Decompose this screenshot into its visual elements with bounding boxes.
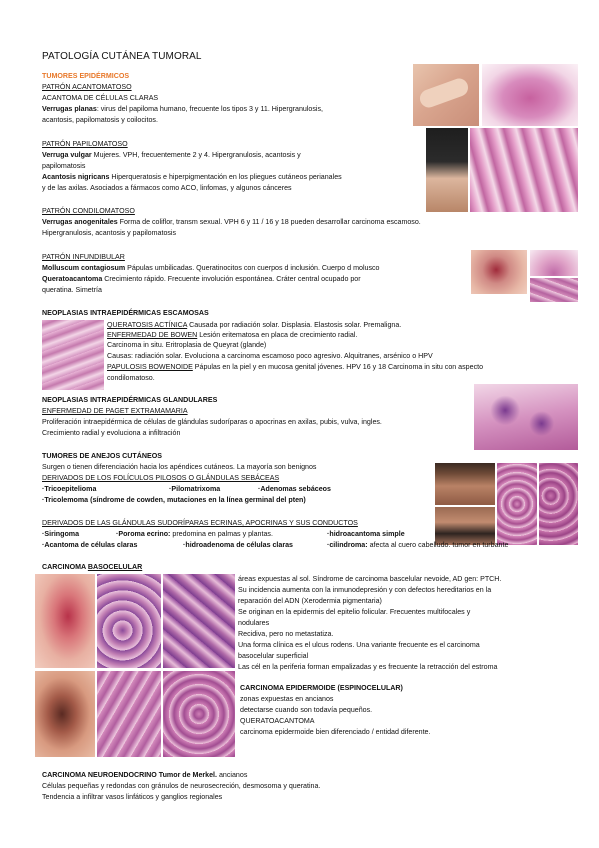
text-line: Hipergranulosis, acantosis y papilomatosis bbox=[42, 229, 177, 237]
text-line: Verrugas planas: virus del papiloma humano, frecuente los tipos 3 y 11. Hipergranulosis, bbox=[42, 105, 324, 113]
text-line: áreas expuestas al sol. Síndrome de carcinoma bascelular nevoide, AD gen: PTCH. bbox=[238, 575, 502, 583]
list-item: ·hidroacantoma simple bbox=[327, 530, 405, 538]
histology-keratoacanthoma-image bbox=[530, 278, 578, 302]
section-heading-basocelular: CARCINOMA BASOCELULAR bbox=[42, 563, 143, 571]
text-line: Crecimiento radial y evoluciona a infiltración bbox=[42, 429, 181, 437]
text-line: Verrugas anogenitales Forma de coliflor, transm sexual. VPH 6 y 11 / 16 y 18 pueden desarrollar carcinoma escamoso. bbox=[42, 218, 421, 226]
text-line: Recidiva, pero no metastatiza. bbox=[238, 630, 334, 638]
text-line: Verruga vulgar Mujeres. VPH, frecuentemente 2 y 4. Hipergranulosis, acantosis y bbox=[42, 151, 301, 159]
text-line: Surgen o tienen diferenciación hacia los apéndices cutáneos. La mayoría son benignos bbox=[42, 463, 317, 471]
face-photo-top bbox=[435, 463, 495, 505]
histology-epidermoide-image-2 bbox=[163, 671, 235, 757]
list-item: ·Acantoma de células claras bbox=[42, 541, 138, 549]
histology-basocelular-image-1 bbox=[97, 574, 161, 668]
text-line: nodulares bbox=[238, 619, 270, 627]
list-item: ·Siringoma bbox=[42, 530, 80, 538]
text-line: Una forma clínica es el ulcus rodens. Una variante frecuente es el carcinoma bbox=[238, 641, 480, 649]
text-line: Tendencia a infiltrar vasos linfáticos y ganglios regionales bbox=[42, 793, 223, 801]
basocelular-photo bbox=[35, 574, 95, 668]
text-line: papilomatosis bbox=[42, 162, 86, 170]
text-line: Molluscum contagiosum Pápulas umbilicadas. Queratinocitos con cuerpos d inclusión. Cuerpo d molusco bbox=[42, 264, 380, 272]
text-line: y de las axilas. Asociados a fármacos como ACO, linfomas, y algunos cánceres bbox=[42, 184, 292, 192]
pattern-heading: PATRÓN INFUNDIBULAR bbox=[42, 253, 125, 261]
text-line: Se originan en la epidermis del epitelio folicular. Frecuentes multifocales y bbox=[238, 608, 471, 616]
subheading: DERIVADOS DE LAS GLÁNDULAS SUDORÍPARAS ECRINAS, APOCRINAS Y SUS CONDUCTOS bbox=[42, 519, 358, 527]
text-line: ENFERMEDAD DE BOWEN Lesión eritematosa en placa de crecimiento radial. bbox=[107, 331, 358, 339]
subheading: ACANTOMA DE CÉLULAS CLARAS bbox=[42, 94, 159, 102]
section-heading-escamosas: NEOPLASIAS INTRAEPIDÉRMICAS ESCAMOSAS bbox=[42, 309, 209, 317]
text-line: condilomatoso. bbox=[107, 374, 155, 382]
section-heading-anejos: TUMORES DE ANEJOS CUTÁNEOS bbox=[42, 452, 162, 460]
text-line: PAPULOSIS BOWENOIDE Pápulas en la piel y en mucosa genital jóvenes. HPV 16 y 18 Carcinoma in situ con aspecto bbox=[107, 363, 484, 371]
epidermoide-photo bbox=[35, 671, 95, 757]
histology-queratosis-image bbox=[42, 320, 104, 390]
histology-epidermoide-image-1 bbox=[97, 671, 161, 757]
molluscum-photo bbox=[471, 250, 527, 294]
face-photo-bottom bbox=[435, 507, 495, 545]
text-line: Queratoacantoma Crecimiento rápido. Frecuente involución espontánea. Cráter central ocupado por bbox=[42, 275, 361, 283]
histology-molluscum-image bbox=[530, 250, 578, 276]
text-line: QUERATOSIS ACTÍNICA Causada por radiación solar. Displasia. Elastosis solar. Premaligna. bbox=[107, 321, 402, 329]
histology-paget-image bbox=[474, 384, 578, 450]
text-line: Carcinoma in situ. Eritroplasia de Queyrat (glande) bbox=[107, 341, 267, 349]
text-line: basocelular superficial bbox=[238, 652, 309, 660]
histology-papilloma-image bbox=[470, 128, 578, 212]
text-line: reparación del ADN (Xerodermia pigmentaria) bbox=[238, 597, 382, 605]
histology-anejos-image-1 bbox=[497, 463, 537, 545]
list-item: ·cilindroma: afecta al cuero cabelludo. tumor en turbante bbox=[327, 541, 509, 549]
list-item: ·Poroma ecrino: predomina en palmas y plantas. bbox=[116, 530, 273, 538]
section-heading-tumores: TUMORES EPIDÉRMICOS bbox=[42, 72, 130, 80]
list-item: ·hidroadenoma de células claras bbox=[183, 541, 293, 549]
list-item: ·Pilomatrixoma bbox=[169, 485, 221, 493]
section-heading-neuroendocrino: CARCINOMA NEUROENDOCRINO Tumor de Merkel. ancianos bbox=[42, 771, 248, 779]
text-line: Su incidencia aumenta con la inmunodepresión y con defectos hereditarios en la bbox=[238, 586, 492, 594]
text-line: QUERATOACANTOMA bbox=[240, 717, 315, 725]
text-line: detectarse cuando son todavía pequeños. bbox=[240, 706, 373, 714]
page-title: PATOLOGÍA CUTÁNEA TUMORAL bbox=[42, 51, 202, 62]
histology-acantoma-image bbox=[482, 64, 578, 126]
subheading: DERIVADOS DE LOS FOLÍCULOS PILOSOS O GLÁNDULAS SEBÁCEAS bbox=[42, 474, 280, 482]
section-heading-glandulares: NEOPLASIAS INTRAEPIDÉRMICAS GLANDULARES bbox=[42, 396, 218, 404]
histology-anejos-image-2 bbox=[539, 463, 578, 545]
pattern-heading: PATRÓN ACANTOMATOSO bbox=[42, 83, 132, 91]
text-line: Proliferación intraepidérmica de células de glándulas sudoríparas o apocrinas en axilas, pubis, vulva, ingles. bbox=[42, 418, 382, 426]
pattern-heading: PATRÓN PAPILOMATOSO bbox=[42, 140, 128, 148]
text-line: Acantosis nigricans Hiperqueratosis e hiperpigmentación en los pliegues cutáneos perianales bbox=[42, 173, 342, 181]
text-line: Causas: radiación solar. Evoluciona a carcinoma escamoso poco agresivo. Alquitranes, arsénico o HPV bbox=[107, 352, 433, 360]
neck-photo bbox=[426, 128, 468, 212]
text-line: Células pequeñas y redondas con gránulos de neurosecreción, desmosoma y queratina. bbox=[42, 782, 321, 790]
text-line: carcinoma epidermoide bien diferenciado / entidad diferente. bbox=[240, 728, 431, 736]
list-item: ·Tricoepitelioma bbox=[42, 485, 97, 493]
hand-photo bbox=[413, 64, 479, 126]
section-heading-epidermoide: CARCINOMA EPIDERMOIDE (ESPINOCELULAR) bbox=[240, 684, 403, 692]
text-line: acantosis, papilomatosis y coilocitos. bbox=[42, 116, 158, 124]
pattern-heading: PATRÓN CONDILOMATOSO bbox=[42, 207, 135, 215]
list-item: ·Adenomas sebáceos bbox=[258, 485, 331, 493]
subheading: ENFERMEDAD DE PAGET EXTRAMAMARIA bbox=[42, 407, 188, 415]
text-line: queratina. Simetría bbox=[42, 286, 102, 294]
list-item: ·Tricolemoma (síndrome de cowden, mutaciones en la línea germinal del pten) bbox=[42, 496, 306, 504]
text-line: Las cél en la periferia forman empalizadas y es frecuente la retracción del estroma bbox=[238, 663, 498, 671]
text-line: zonas expuestas en ancianos bbox=[240, 695, 334, 703]
histology-basocelular-image-2 bbox=[163, 574, 235, 668]
